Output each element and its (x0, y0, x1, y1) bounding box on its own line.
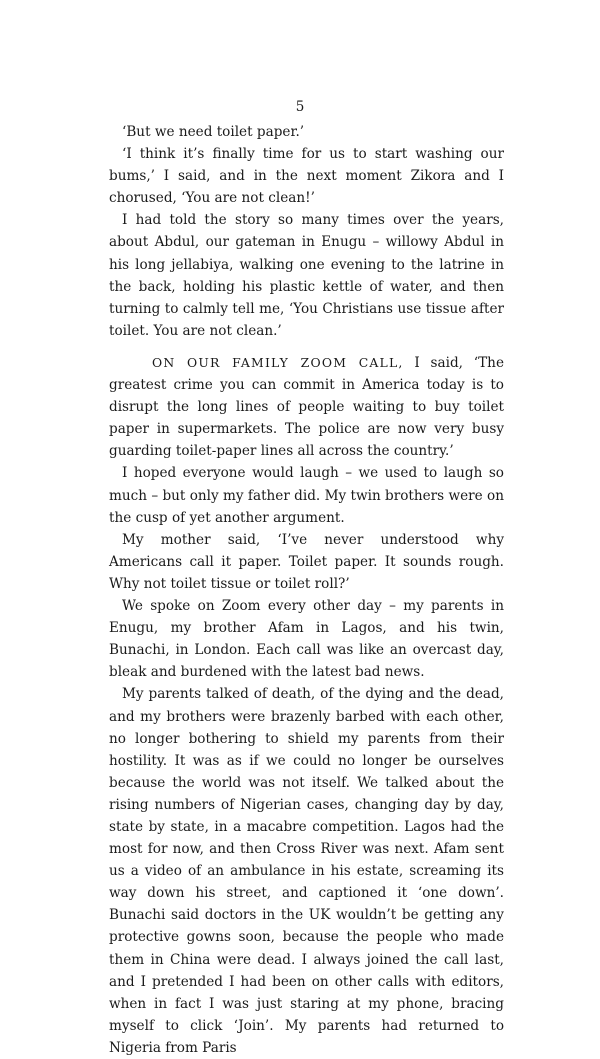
paragraph: ‘I think it’s finally time for us to start washing our bums,’ I said, and in the next moment Zikora and I chorused, ‘You are not clean!’ (109, 146, 504, 207)
section-lead-in: ON OUR FAMILY ZOOM CALL, (152, 355, 404, 370)
paragraph: ‘But we need toilet paper.’ (122, 124, 305, 140)
paragraph: I hoped everyone would laugh – we used to laugh so much – but only my father did. My twin brothers were on the cusp of yet another argument. (109, 465, 504, 526)
paragraph: My parents talked of death, of the dying and the dead, and my brothers were brazenly barbed with each other, no longer bothering to shield my parents from their hostility. It was as if we could no longer be ourselves because the world was not itself. We talked about the rising numbers of Nigerian cases, changing day by day, state by state, in a macabre competition. Lagos had the most for now, and then Cross River was next. Afam sent us a video of an ambulance in his estate, screaming its way down his street, and captioned it ‘one down’. Bunachi said doctors in the UK wouldn’t be getting any protective gowns soon, because the people who made them in China were dead. I always joined the call last, and I pretended I had been on other calls with editors, when in fact I was just staring at my phone, bracing myself to click ‘Join’. My parents had returned to Nigeria from Paris (109, 686, 504, 1056)
paragraph: My mother said, ‘I’ve never understood why Americans call it paper. Toilet paper. It sounds rough. Why not toilet tissue or toilet roll?’ (109, 531, 504, 592)
section-1 (109, 121, 504, 342)
section-2 (109, 352, 504, 1059)
paragraph: We spoke on Zoom every other day – my parents in Enugu, my brother Afam in Lagos, and his twin, Bunachi, in London. Each call was like an overcast day, bleak and burdened with the latest bad news. (109, 598, 504, 681)
section-opening-paragraph (109, 352, 504, 462)
page-number: 5 (295, 99, 305, 115)
section-opening-text: I said, ‘The greatest crime you can commit in America today is to disrupt the long lines of people waiting to buy toilet paper in supermarkets. The police are now very busy guarding toilet-paper lines all across the country.’ (109, 355, 504, 460)
paragraph: I had told the story so many times over the years, about Abdul, our gateman in Enugu – willowy Abdul in his long jellabiya, walking one evening to the latrine in the back, holding his plastic kettle of water, and then turning to calmly tell me, ‘You Christians use tissue after toilet. You are not clean.’ (109, 212, 504, 339)
